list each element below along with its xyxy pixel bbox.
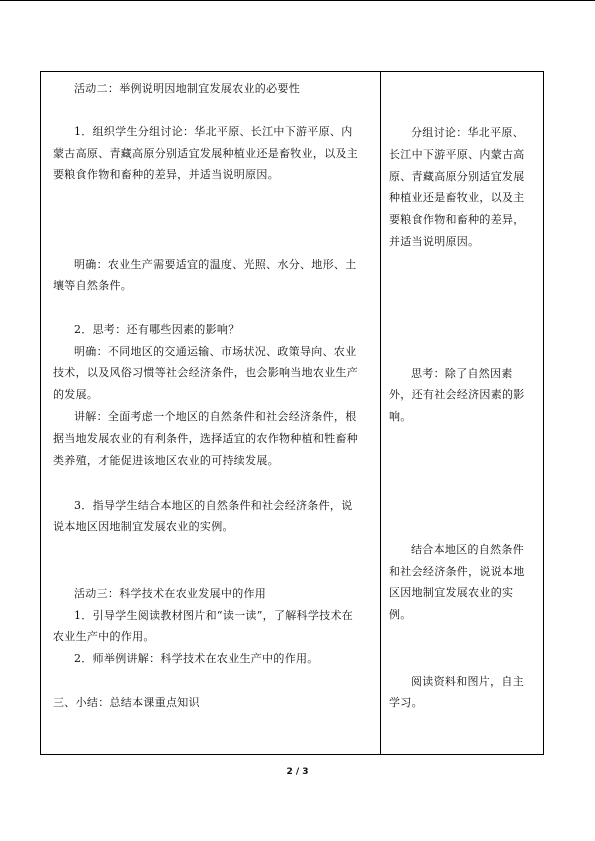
a3-item1-line2: 农业生产中的作用。 xyxy=(53,630,155,643)
activity2-title: 活动二：举例说明因地制宜发展农业的必要性 xyxy=(74,82,300,95)
r3-line1: 结合本地区的自然条件 xyxy=(411,543,524,556)
clarify1-line2: 壤等自然条件。 xyxy=(53,279,133,292)
explain-line2: 据当地发展农业的有利条件，选择适宜的农作物种植和牲畜种 xyxy=(53,432,359,445)
r1-line2: 长江中下游平原、内蒙古高 xyxy=(389,148,525,161)
r4-line2: 学习。 xyxy=(389,696,423,709)
r3-line2: 和社会经济条件，说说本地 xyxy=(389,565,525,578)
clarify2-line2: 技术，以及风俗习惯等社会经济条件，也会影响当地农业生产 xyxy=(53,366,359,379)
teacher-activity-column xyxy=(41,72,380,754)
item1-line1: 1．组织学生分组讨论：华北平原、长江中下游平原、内 xyxy=(74,125,353,138)
activity3-title: 活动三：科学技术在农业发展中的作用 xyxy=(74,587,267,600)
explain-line3: 类养殖，才能促进该地区农业的可持续发展。 xyxy=(53,454,279,467)
student-activity-column xyxy=(381,72,545,754)
r2-line2: 外，还有社会经济因素的影 xyxy=(389,388,525,401)
item1-line2: 蒙古高原、青藏高原分别适宜发展种植业还是畜牧业，以及主 xyxy=(53,147,359,160)
r1-line4: 种植业还是畜牧业，以及主 xyxy=(389,191,525,204)
page-number: 2 / 3 xyxy=(286,767,309,777)
r2-line3: 响。 xyxy=(389,410,412,423)
r1-line5: 要粮食作物和畜种的差异， xyxy=(389,213,525,226)
summary: 三、小结：总结本课重点知识 xyxy=(53,696,200,709)
item2-line1: 2．思考：还有哪些因素的影响？ xyxy=(74,323,240,336)
r2-line1: 思考：除了自然因素 xyxy=(411,367,513,380)
item3-line1: 3．指导学生结合本地区的自然条件和社会经济条件，说 xyxy=(74,499,353,512)
a3-item2: 2．师举例讲解：科学技术在农业生产中的作用。 xyxy=(74,652,319,665)
r1-line6: 并适当说明原因。 xyxy=(389,235,480,248)
lesson-table xyxy=(40,71,544,755)
explain-line1: 讲解：全面考虑一个地区的自然条件和社会经济条件，根 xyxy=(74,410,357,423)
item1-line3: 要粮食作物和畜种的差异，并适当说明原因。 xyxy=(53,168,279,181)
a3-item1-line1: 1．引导学生阅读教材图片和“读一读”，了解科学技术在 xyxy=(74,609,354,622)
clarify2-line3: 的发展。 xyxy=(53,388,99,401)
r3-line3: 区因地制宜发展农业的实 xyxy=(389,586,514,599)
r1-line3: 原、青藏高原分别适宜发展 xyxy=(389,170,525,183)
item3-line2: 说本地区因地制宜发展农业的实例。 xyxy=(53,520,234,533)
top-rule xyxy=(0,0,595,1)
r4-line1: 阅读资料和图片，自主 xyxy=(411,675,524,688)
r3-line4: 例。 xyxy=(389,608,412,621)
clarify2-line1: 明确：不同地区的交通运输、市场状况、政策导向、农业 xyxy=(74,345,357,358)
clarify1-line1: 明确：农业生产需要适宜的温度、光照、水分、地形、土 xyxy=(74,258,357,271)
r1-line1: 分组讨论：华北平原、 xyxy=(411,126,524,139)
